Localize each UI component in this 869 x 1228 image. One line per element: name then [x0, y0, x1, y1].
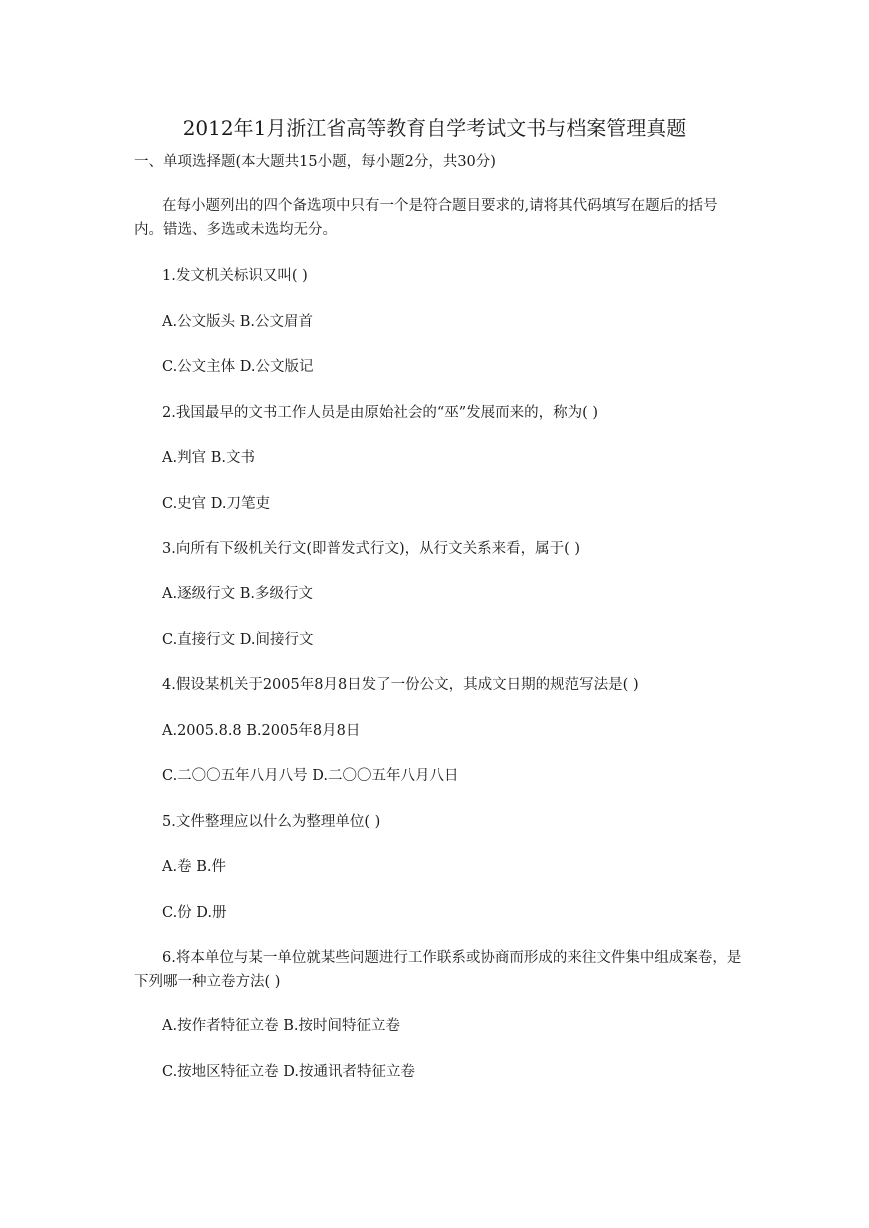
question-3-options-ab: A.逐级行文 B.多级行文 [162, 586, 313, 602]
question-2-options-cd: C.史官 D.刀笔吏 [162, 496, 271, 512]
question-2-stem: 2.我国最早的文书工作人员是由原始社会的“巫”发展而来的，称为( ) [162, 405, 599, 421]
question-1-stem: 1.发文机关标识又叫( ) [162, 268, 308, 284]
question-6-options-ab: A.按作者特征立卷 B.按时间特征立卷 [162, 1018, 400, 1034]
question-5-stem: 5.文件整理应以什么为整理单位( ) [162, 814, 381, 830]
instruction-paragraph: 在每小题列出的四个备选项中只有一个是符合题目要求的,请将其代码填写在题后的括号内。错选、多选或未选均无分。 [134, 198, 718, 238]
question-2-options-ab: A.判官 B.文书 [162, 450, 255, 466]
question-1-options-cd: C.公文主体 D.公文版记 [162, 359, 314, 375]
section-heading: 一、单项选择题(本大题共15小题，每小题2分，共30分) [134, 154, 496, 170]
question-6-options-cd: C.按地区特征立卷 D.按通讯者特征立卷 [162, 1064, 416, 1080]
question-5-options-ab: A.卷 B.件 [162, 859, 226, 875]
question-4-options-ab: A.2005.8.8 B.2005年8月8日 [162, 723, 361, 739]
question-4-stem: 4.假设某机关于2005年8月8日发了一份公文，其成文日期的规范写法是( ) [162, 677, 639, 693]
document-title: 2012年1月浙江省高等教育自学考试文书与档案管理真题 [182, 116, 687, 140]
question-1-options-ab: A.公文版头 B.公文眉首 [162, 314, 313, 330]
question-3-stem: 3.向所有下级机关行文(即普发式行文)，从行文关系来看，属于( ) [162, 541, 581, 557]
question-6-stem: 6.将本单位与某一单位就某些问题进行工作联系或协商而形成的来往文件集中组成案卷，是下列哪一种立卷方法( ) [134, 950, 742, 990]
question-3-options-cd: C.直接行文 D.间接行文 [162, 632, 314, 648]
question-4-options-cd: C.二〇〇五年八月八号 D.二〇〇五年八月八日 [162, 768, 459, 784]
question-5-options-cd: C.份 D.册 [162, 905, 227, 921]
